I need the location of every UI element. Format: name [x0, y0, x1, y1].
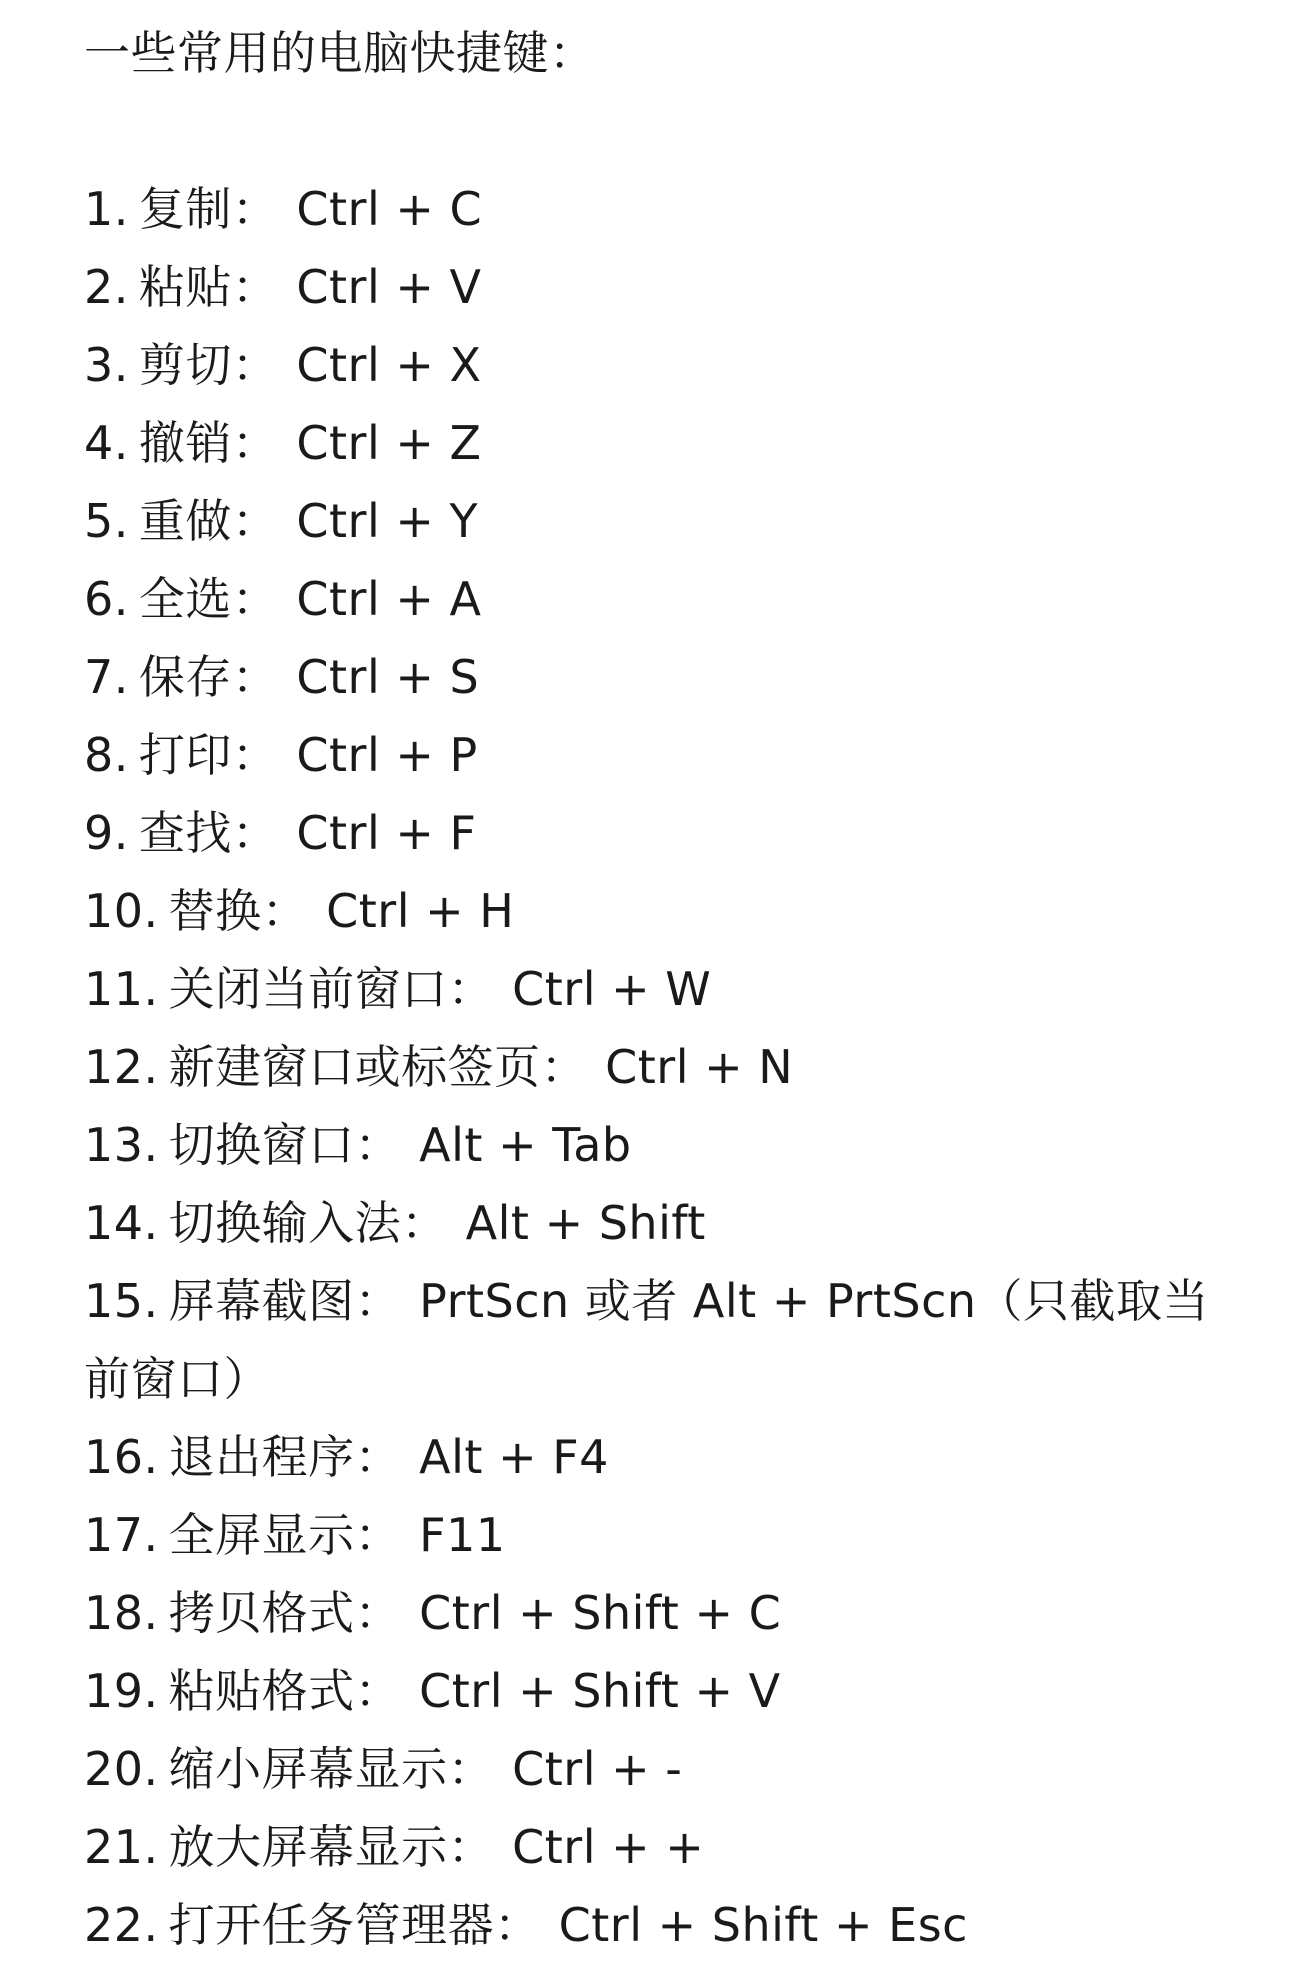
item-number: 11.	[84, 962, 159, 1016]
item-label: 粘贴：	[138, 260, 279, 314]
item-number: 2.	[84, 260, 129, 314]
list-item	[84, 872, 1234, 950]
item-number: 1.	[84, 182, 129, 236]
list-item	[84, 1418, 1234, 1496]
list-item	[84, 248, 1234, 326]
item-label: 剪切：	[138, 338, 279, 392]
item-shortcut: Ctrl + C	[296, 182, 483, 236]
item-number: 12.	[84, 1040, 159, 1094]
item-label: 切换输入法：	[168, 1196, 448, 1250]
item-number: 7.	[84, 650, 129, 704]
item-number: 22.	[84, 1898, 159, 1952]
item-label: 退出程序：	[168, 1430, 402, 1484]
item-shortcut: Ctrl + Shift + C	[419, 1586, 782, 1640]
document-title: 一些常用的电脑快捷键：	[84, 26, 596, 80]
item-shortcut: Ctrl + F	[296, 806, 477, 860]
list-item	[84, 1262, 1234, 1418]
item-shortcut: Ctrl + W	[512, 962, 712, 1016]
item-shortcut: Alt + Tab	[419, 1118, 632, 1172]
item-label: 打印：	[138, 728, 279, 782]
item-shortcut: F11	[419, 1508, 506, 1562]
item-label: 放大屏幕显示：	[168, 1820, 495, 1874]
item-label: 全屏显示：	[168, 1508, 402, 1562]
item-label: 新建窗口或标签页：	[168, 1040, 588, 1094]
item-shortcut: Ctrl + N	[605, 1040, 794, 1094]
item-number: 9.	[84, 806, 129, 860]
item-label: 查找：	[138, 806, 279, 860]
item-shortcut: Ctrl + +	[512, 1820, 705, 1874]
item-label: 拷贝格式：	[168, 1586, 402, 1640]
item-shortcut: Ctrl + -	[512, 1742, 683, 1796]
item-label: 屏幕截图：	[168, 1274, 402, 1328]
item-number: 17.	[84, 1508, 159, 1562]
item-label: 切换窗口：	[168, 1118, 402, 1172]
list-item	[84, 1886, 1234, 1964]
list-item	[84, 404, 1234, 482]
item-shortcut: Alt + F4	[419, 1430, 609, 1484]
list-item	[84, 1574, 1234, 1652]
item-shortcut: Ctrl + X	[296, 338, 482, 392]
item-shortcut: Ctrl + Y	[296, 494, 479, 548]
item-label: 全选：	[138, 572, 279, 626]
item-number: 20.	[84, 1742, 159, 1796]
item-label: 撤销：	[138, 416, 279, 470]
list-item	[84, 1652, 1234, 1730]
item-number: 3.	[84, 338, 129, 392]
item-label: 重做：	[138, 494, 279, 548]
item-number: 8.	[84, 728, 129, 782]
item-shortcut: Ctrl + S	[296, 650, 480, 704]
list-item	[84, 1730, 1234, 1808]
list-item	[84, 1496, 1234, 1574]
item-number: 21.	[84, 1820, 159, 1874]
item-label: 复制：	[138, 182, 279, 236]
list-item	[84, 950, 1234, 1028]
item-shortcut: Alt + Shift	[465, 1196, 706, 1250]
item-shortcut: Ctrl + P	[296, 728, 478, 782]
list-item	[84, 560, 1234, 638]
item-shortcut: Ctrl + H	[326, 884, 515, 938]
list-item	[84, 1808, 1234, 1886]
item-shortcut: PrtScn 或者 Alt + PrtScn（只截取当前窗口）	[84, 1274, 1210, 1406]
item-label: 粘贴格式：	[168, 1664, 402, 1718]
item-label: 替换：	[168, 884, 309, 938]
item-number: 15.	[84, 1274, 159, 1328]
list-item	[84, 326, 1234, 404]
item-number: 14.	[84, 1196, 159, 1250]
list-item	[84, 638, 1234, 716]
item-shortcut: Ctrl + Z	[296, 416, 482, 470]
item-shortcut: Ctrl + A	[296, 572, 482, 626]
list-item	[84, 716, 1234, 794]
item-number: 10.	[84, 884, 159, 938]
item-number: 6.	[84, 572, 129, 626]
item-number: 16.	[84, 1430, 159, 1484]
list-item	[84, 482, 1234, 560]
list-item	[84, 1184, 1234, 1262]
list-item	[84, 170, 1234, 248]
shortcut-list	[84, 170, 1234, 1964]
item-label: 保存：	[138, 650, 279, 704]
item-label: 打开任务管理器：	[168, 1898, 541, 1952]
item-shortcut: Ctrl + Shift + Esc	[558, 1898, 968, 1952]
item-number: 4.	[84, 416, 129, 470]
item-number: 19.	[84, 1664, 159, 1718]
item-number: 5.	[84, 494, 129, 548]
item-shortcut: Ctrl + Shift + V	[419, 1664, 781, 1718]
list-item	[84, 1028, 1234, 1106]
document	[84, 14, 1234, 1964]
item-label: 关闭当前窗口：	[168, 962, 495, 1016]
list-item	[84, 794, 1234, 872]
item-label: 缩小屏幕显示：	[168, 1742, 495, 1796]
list-item	[84, 1106, 1234, 1184]
item-shortcut: Ctrl + V	[296, 260, 482, 314]
item-number: 18.	[84, 1586, 159, 1640]
item-number: 13.	[84, 1118, 159, 1172]
